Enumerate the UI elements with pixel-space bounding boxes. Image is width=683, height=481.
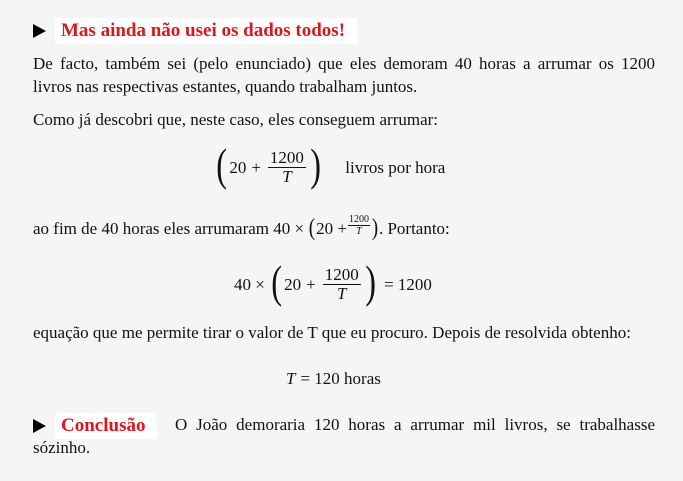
paragraph-solve: equação que me permite tirar o valor de T que eu procuro. Depois de resolvida obtenho: <box>33 323 631 342</box>
eq1-constant: 20 <box>229 158 247 177</box>
eq2-fraction <box>323 266 361 304</box>
para3-after: . Portanto: <box>378 218 450 238</box>
right-paren: ) <box>310 139 321 190</box>
para3-before: ao fim de 40 horas eles arrumaram 40 × <box>33 218 305 238</box>
equation-result <box>286 369 381 389</box>
eq3-value: = 120 horas <box>300 369 381 388</box>
left-paren: ( <box>216 139 228 190</box>
equation-rate <box>214 139 446 191</box>
eq1-numerator: 1200 <box>269 148 304 168</box>
paragraph-statement: De facto, também sei (pelo enunciado) que eles demoram 40 horas a arrumar os 1200 livros nas respectivas estantes, quando trabalham juntos. <box>33 54 655 96</box>
section-heading: Mas ainda não usei os dados todos! <box>55 18 357 44</box>
eq1-units: livros por hora <box>345 158 446 177</box>
eq1-fraction <box>268 149 306 187</box>
eq3-variable: T <box>286 369 296 388</box>
eq2-lhs: 40 × <box>234 275 265 294</box>
para3-numerator: 1200 <box>348 213 369 225</box>
eq2-rhs: = 1200 <box>384 275 432 294</box>
conclusion-heading: Conclusão <box>55 413 157 439</box>
eq2-constant: 20 <box>284 275 302 294</box>
eq2-plus: + <box>306 275 316 294</box>
eq2-numerator: 1200 <box>324 265 359 285</box>
triangle-bullet-icon <box>33 24 46 38</box>
paragraph-rate-intro: Como já descobri que, neste caso, eles conseguem arrumar: <box>33 110 439 129</box>
eq1-denominator: T <box>282 167 292 187</box>
para3-fraction <box>348 215 370 238</box>
eq1-plus: + <box>251 158 261 177</box>
eq2-denominator: T <box>337 284 347 304</box>
conclusion-text: O João demoraria 120 horas a arrumar mil livros, se trabalhasse sózinho. <box>33 415 655 457</box>
section-heading-row <box>33 18 357 44</box>
para3-constant: 20 + <box>316 218 347 238</box>
para3-denominator: T <box>356 226 362 238</box>
equation-main: 40 × ( 20 + $\frac{1200}{T}$ ) = 1200 <box>234 256 432 307</box>
paragraph-after-40-hours: ao fim de 40 horas eles arrumaram 40 × ( 20 + $\frac{1200}{T}$ ) . Portanto: <box>33 213 450 241</box>
